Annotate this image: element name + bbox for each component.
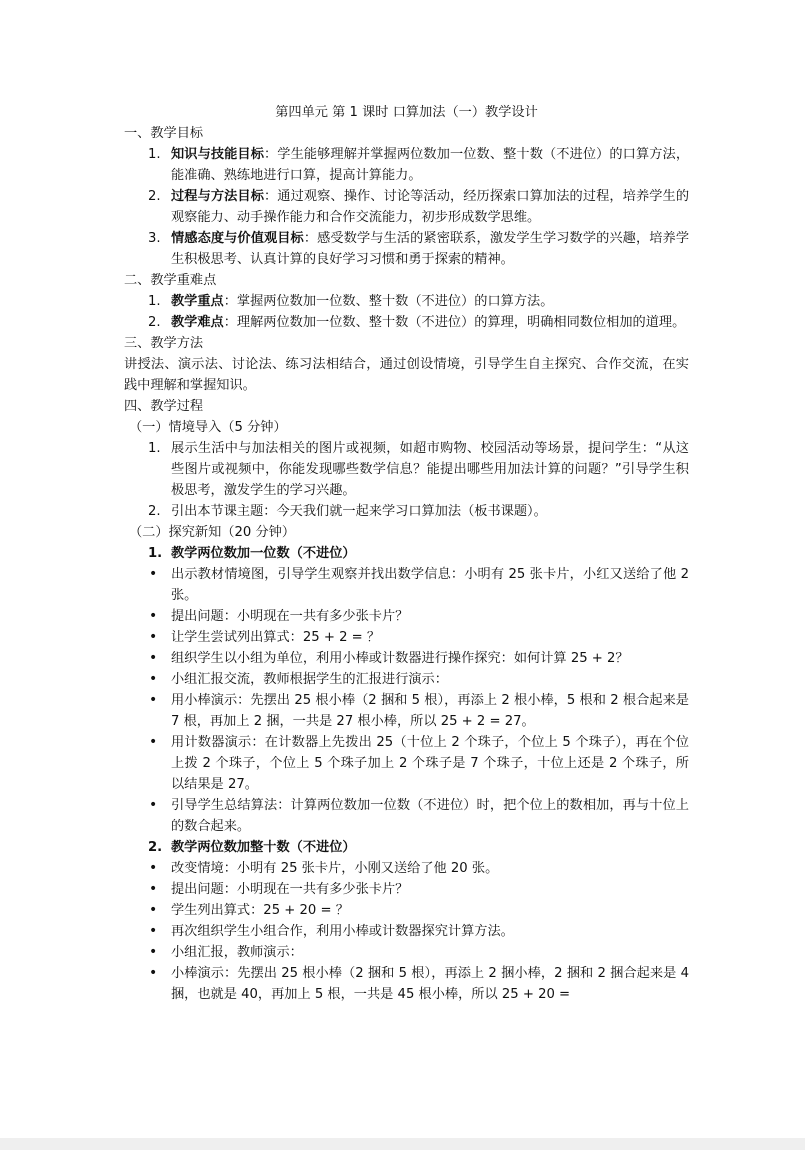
bullet-dot: • [149,902,158,918]
bullet-dot: • [149,944,158,960]
bullet-item: • 提出问题：小明现在一共有多少张卡片？ [124,879,689,900]
bullet-item: • 小组汇报，教师演示： [124,942,689,963]
subsection-heading-explore: （二）探究新知（20 分钟） [129,525,296,540]
bullet-dot: • [149,671,158,687]
bullet-dot: • [149,734,158,750]
bullet-dot: • [149,608,158,624]
methods-paragraph: 讲授法、演示法、讨论法、练习法相结合，通过创设情境，引导学生自主探究、合作交流，在实践中理解和掌握知识。 [124,357,689,393]
bullet-item: • 再次组织学生小组合作，利用小棒或计数器探究计算方法。 [124,921,689,942]
page-bottom-edge [0,1138,805,1150]
section-heading-methods: 三、教学方法 [124,336,204,351]
part-heading: 1. 教学两位数加一位数（不进位） [148,546,356,561]
bullet-item: • 让学生尝试列出算式：25 + 2 = ？ [124,627,689,648]
bullet-item: • 改变情境：小明有 25 张卡片，小刚又送给了他 20 张。 [124,858,689,879]
list-item: 3. 情感态度与价值观目标：感受数学与生活的紧密联系，激发学生学习数学的兴趣，培养学生积极思考、认真计算的良好学习习惯和勇于探索的精神。 [148,231,690,267]
section-heading-process: 四、教学过程 [124,399,204,414]
bullet-item: • 学生列出算式：25 + 20 = ？ [124,900,689,921]
bullet-dot: • [149,629,158,645]
subsection-heading-intro: （一）情境导入（5 分钟） [129,420,287,435]
bullet-item: • 引导学生总结算法：计算两位数加一位数（不进位）时，把个位上的数相加，再与十位上的数合起来。 [149,797,689,834]
bullet-dot: • [149,860,158,876]
document-body [124,102,689,1005]
bullet-item: • 用计数器演示：在计数器上先拨出 25（十位上 2 个珠子，个位上 5 个珠子），再在个位上拨 2 个珠子，个位上 5 个珠子加上 2 个珠子是 7 个珠子，十位上还是 2 个珠子，所以结果是 27。 [149,734,689,792]
page-title: 第四单元 第 1 课时 口算加法（一）教学设计 [275,105,538,120]
part-heading: 2. 教学两位数加整十数（不进位） [148,840,356,855]
bullet-item: • 小组汇报交流，教师根据学生的汇报进行演示： [124,669,689,690]
section-heading-objectives: 一、教学目标 [124,126,204,141]
list-item: 2. 引出本节课主题：今天我们就一起来学习口算加法（板书课题）。 [148,504,547,519]
list-item: 2. 过程与方法目标：通过观察、操作、讨论等活动，经历探索口算加法的过程，培养学生的观察能力、动手操作能力和合作交流能力，初步形成数学思维。 [148,189,690,225]
bullet-dot: • [149,692,158,708]
bullet-dot: • [149,881,158,897]
list-item: 1. 教学重点：掌握两位数加一位数、整十数（不进位）的口算方法。 [148,294,554,309]
bullet-item: • 用小棒演示：先摆出 25 根小棒（2 捆和 5 根），再添上 2 根小棒，5 根和 2 根合起来是 7 根，再加上 2 捆，一共是 27 根小棒，所以 25 + 2 = 27。 [149,692,689,729]
list-item: 1. 展示生活中与加法相关的图片或视频，如超市购物、校园活动等场景，提问学生：“从这些图片或视频中，你能发现哪些数学信息？能提出哪些用加法计算的问题？”引导学生积极思考，激发学生的学习兴趣。 [148,441,689,498]
bullet-item: • 出示教材情境图，引导学生观察并找出数学信息：小明有 25 张卡片，小红又送给了他 2 张。 [149,566,689,603]
bullet-item: • 提出问题：小明现在一共有多少张卡片？ [124,606,689,627]
bullet-dot: • [149,965,158,981]
section-heading-key-points: 二、教学重难点 [124,273,217,288]
bullet-dot: • [149,797,158,813]
bullet-dot: • [149,566,158,582]
bullet-item: • 组织学生以小组为单位，利用小棒或计数器进行操作探究：如何计算 25 + 2？ [124,648,689,669]
bullet-dot: • [149,650,158,666]
bullet-dot: • [149,923,158,939]
list-item: 1. 知识与技能目标：学生能够理解并掌握两位数加一位数、整十数（不进位）的口算方法，能准确、熟练地进行口算，提高计算能力。 [148,147,690,183]
bullet-item: • 小棒演示：先摆出 25 根小棒（2 捆和 5 根），再添上 2 捆小棒，2 捆和 2 捆合起来是 4 捆，也就是 40，再加上 5 根，一共是 45 根小棒，所以 25 + 20 = [149,965,689,1002]
list-item: 2. 教学难点：理解两位数加一位数、整十数（不进位）的算理，明确相同数位相加的道理。 [148,315,686,330]
